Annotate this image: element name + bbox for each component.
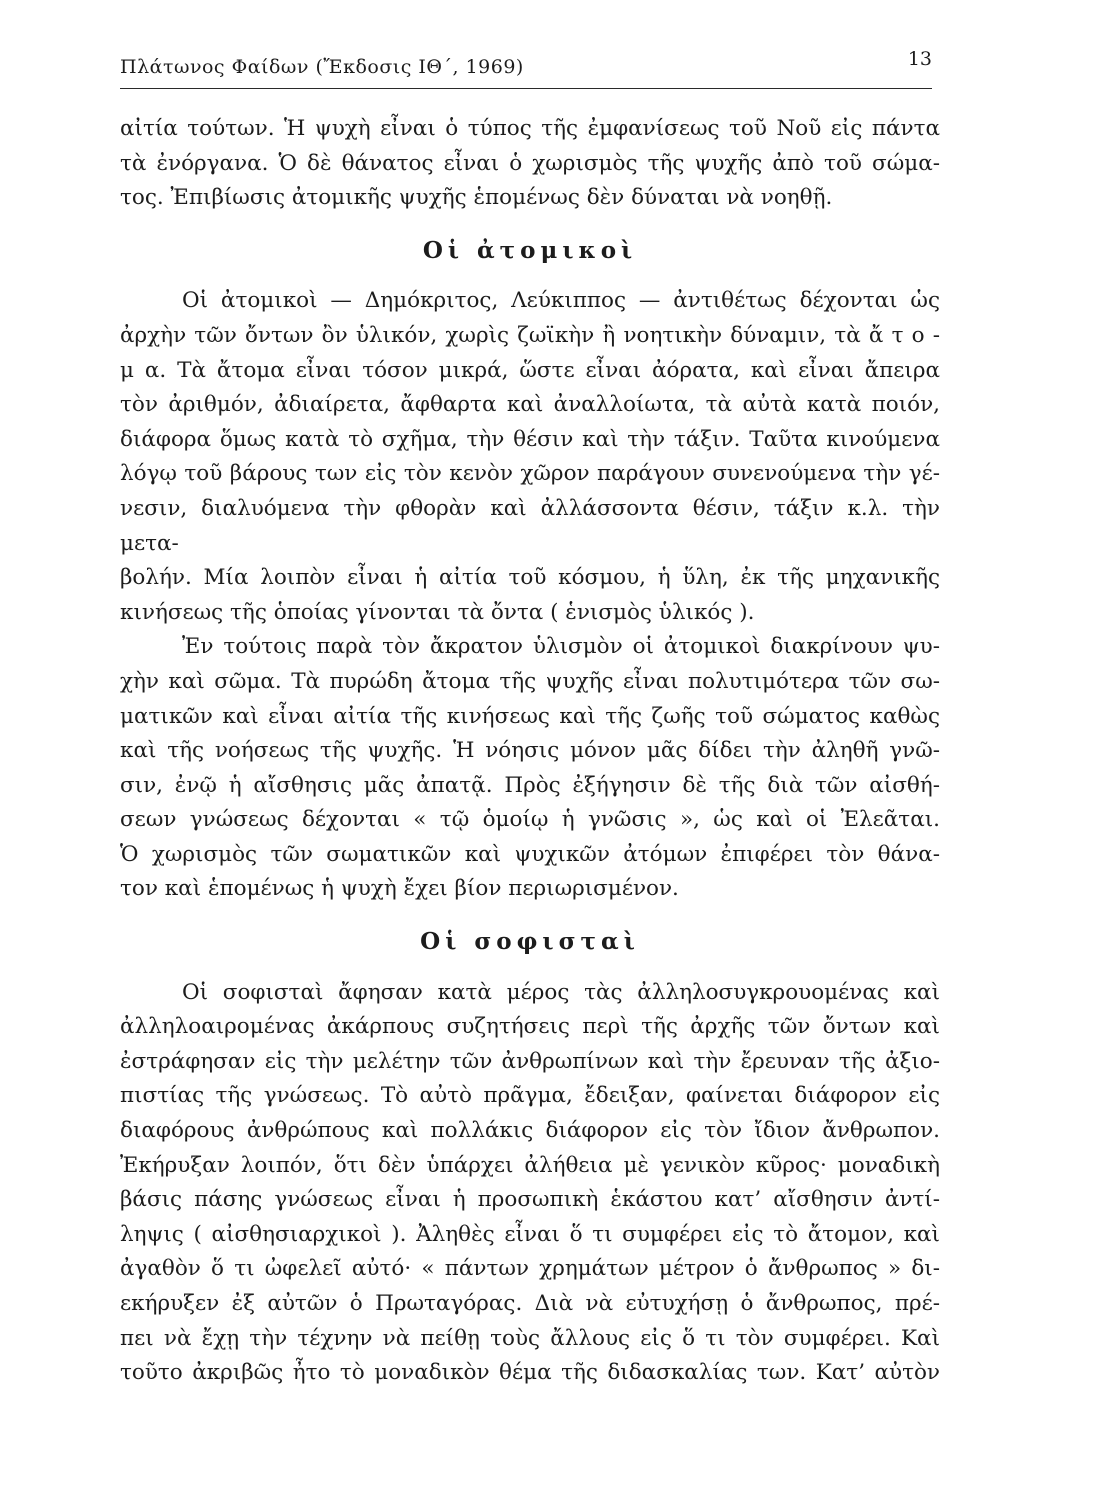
text-line: τον καὶ ἑπομένως ἡ ψυχὴ ἔχει βίον περιωρισμένον. bbox=[120, 876, 679, 902]
text-line: σιν, ἐνῷ ἡ αἴσθησις μᾶς ἀπατᾷ. Πρὸς ἐξήγησιν δὲ τῆς διὰ τῶν αἰσθή- bbox=[120, 772, 940, 798]
text-line: διαφόρους ἀνθρώπους καὶ πολλάκις διάφορον εἰς τὸν ἴδιον ἄνθρωπον. bbox=[120, 1118, 940, 1144]
text-line: χὴν καὶ σῶμα. Τὰ πυρώδη ἄτομα τῆς ψυχῆς εἶναι πολυτιμότερα τῶν σω- bbox=[120, 668, 940, 694]
text-line: πιστίας τῆς γνώσεως. Τὸ αὐτὸ πρᾶγμα, ἔδειξαν, φαίνεται διάφορον εἰς bbox=[120, 1083, 940, 1109]
text-line: ἐστράφησαν εἰς τὴν μελέτην τῶν ἀνθρωπίνων καὶ τὴν ἔρευναν τῆς ἀξιο- bbox=[120, 1048, 940, 1074]
text-line: τος. Ἐπιβίωσις ἀτομικῆς ψυχῆς ἑπομένως δὲν δύναται νὰ νοηθῇ. bbox=[120, 185, 833, 211]
text-line: τοῦτο ἀκριβῶς ἦτο τὸ μοναδικὸν θέμα τῆς διδασκαλίας των. Κατ’ αὐτὸν bbox=[120, 1360, 940, 1386]
text-line: καὶ τῆς νοήσεως τῆς ψυχῆς. Ἡ νόησις μόνον μᾶς δίδει τὴν ἀληθῆ γνῶ- bbox=[120, 738, 940, 764]
text-line: τὰ ἐνόργανα. Ὁ δὲ θάνατος εἶναι ὁ χωρισμὸς τῆς ψυχῆς ἀπὸ τοῦ σώμα- bbox=[120, 150, 940, 176]
running-title: Πλάτωνος Φαίδων (Ἔκδοσις ΙΘ΄, 1969) bbox=[120, 56, 524, 78]
running-header bbox=[120, 48, 932, 89]
text-line: βάσις πάσης γνώσεως εἶναι ἡ προσωπικὴ ἑκάστου κατ’ αἴσθησιν ἀντί- bbox=[120, 1187, 940, 1213]
section-heading-atomists: Οἱ ἀτομικοὶ bbox=[422, 236, 638, 264]
page-number: 13 bbox=[907, 48, 932, 70]
text-line: λόγῳ τοῦ βάρους των εἰς τὸν κενὸν χῶρον παράγουν συνενούμενα τὴν γέ- bbox=[120, 461, 940, 487]
text-line: αἰτία τούτων. Ἡ ψυχὴ εἶναι ὁ τύπος τῆς ἐμφανίσεως τοῦ Νοῦ εἰς πάντα bbox=[120, 116, 940, 141]
text-line: Ἐν τούτοις παρὰ τὸν ἄκρατον ὑλισμὸν οἱ ἀτομικοὶ διακρίνουν ψυ- bbox=[182, 634, 940, 660]
text-line: εκήρυξεν ἐξ αὐτῶν ὁ Πρωταγόρας. Διὰ νὰ εὐτυχήσῃ ὁ ἄνθρωπος, πρέ- bbox=[120, 1291, 940, 1316]
text-line: ἀλληλοαιρομένας ἀκάρπους συζητήσεις περὶ τῆς ἀρχῆς τῶν ὄντων καὶ bbox=[120, 1014, 940, 1040]
text-line: ληψις ( αἰσθησιαρχικοὶ ). Ἀληθὲς εἶναι ὅ τι συμφέρει εἰς τὸ ἄτομον, καὶ bbox=[120, 1221, 940, 1247]
text-line: ματικῶν καὶ εἶναι αἰτία τῆς κινήσεως καὶ τῆς ζωῆς τοῦ σώματος καθὼς bbox=[120, 703, 940, 729]
text-line: νεσιν, διαλυόμενα τὴν φθορὰν καὶ ἀλλάσσοντα θέσιν, τάξιν κ.λ. τὴν μετα- bbox=[120, 495, 940, 556]
text-line: Οἱ ἀτομικοὶ — Δημόκριτος, Λεύκιππος — ἀντιθέτως δέχονται ὡς bbox=[182, 288, 940, 314]
text-line: Ὁ χωρισμὸς τῶν σωματικῶν καὶ ψυχικῶν ἀτόμων ἐπιφέρει τὸν θάνα- bbox=[120, 841, 940, 867]
text-line: κινήσεως τῆς ὁποίας γίνονται τὰ ὄντα ( ἑνισμὸς ὑλικός ). bbox=[120, 599, 755, 625]
text-line: σεων γνώσεως δέχονται « τῷ ὁμοίῳ ἡ γνῶσις », ὡς καὶ οἱ Ἐλεᾶται. bbox=[120, 807, 940, 833]
text-line: τὸν ἀριθμόν, ἀδιαίρετα, ἄφθαρτα καὶ ἀναλλοίωτα, τὰ αὐτὰ κατὰ ποιόν, bbox=[120, 392, 940, 418]
text-line: πει νὰ ἔχῃ τὴν τέχνην νὰ πείθῃ τοὺς ἄλλους εἰς ὅ τι τὸν συμφέρει. Καὶ bbox=[120, 1325, 940, 1351]
text-line: Ἐκήρυξαν λοιπόν, ὅτι δὲν ὑπάρχει ἀλήθεια μὲ γενικὸν κῦρος· μοναδικὴ bbox=[120, 1152, 940, 1178]
text-line: Οἱ σοφισταὶ ἄφησαν κατὰ μέρος τὰς ἀλληλοσυγκρουομένας καὶ bbox=[182, 979, 940, 1005]
body-text bbox=[120, 112, 940, 1391]
text-line: ἀγαθὸν ὅ τι ὠφελεῖ αὐτό· « πάντων χρημάτων μέτρον ὁ ἄνθρωπος » δι- bbox=[120, 1256, 940, 1282]
section-heading-sophists: Οἱ σοφισταὶ bbox=[420, 928, 640, 956]
text-line: ἀρχὴν τῶν ὄντων ὂν ὑλικόν, χωρὶς ζωϊκὴν ἢ νοητικὴν δύναμιν, τὰ ἄ τ ο - bbox=[120, 322, 940, 348]
text-line: βολήν. Μία λοιπὸν εἶναι ἡ αἰτία τοῦ κόσμου, ἡ ὕλη, ἐκ τῆς μηχανικῆς bbox=[120, 565, 940, 591]
text-line: μ α. Τὰ ἄτομα εἶναι τόσον μικρά, ὥστε εἶναι ἀόρατα, καὶ εἶναι ἄπειρα bbox=[120, 357, 940, 383]
text-line: διάφορα ὅμως κατὰ τὸ σχῆμα, τὴν θέσιν καὶ τὴν τάξιν. Ταῦτα κινούμενα bbox=[120, 426, 940, 452]
